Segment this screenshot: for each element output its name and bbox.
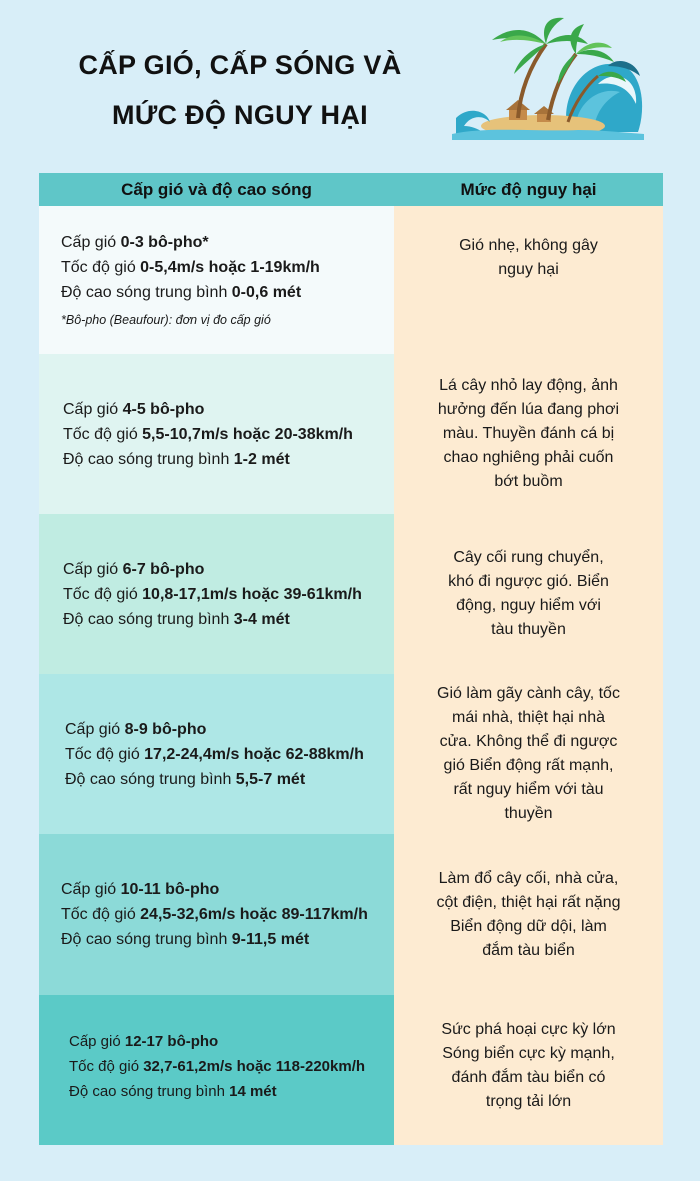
- storm-palm-wave-icon: [448, 14, 648, 142]
- danger-cell: Sức phá hoại cực kỳ lớn Sóng biển cực kỳ mạnh, đánh đắm tàu biển có trọng tải lớn: [394, 995, 663, 1145]
- header-danger-level: Mức độ nguy hại: [460, 179, 597, 199]
- wave-height-line: Độ cao sóng trung bình 5,5-7 mét: [65, 770, 306, 788]
- table-row: [39, 206, 663, 354]
- beaufort-note: *Bô-pho (Beaufour): đơn vị đo cấp gió: [61, 313, 271, 327]
- wave-height-line: Độ cao sóng trung bình 1-2 mét: [63, 450, 290, 468]
- wind-wave-cell: [39, 514, 394, 674]
- wind-wave-cell: [39, 674, 394, 834]
- wind-wave-cell: [39, 354, 394, 514]
- wind-speed-line: Tốc độ gió 32,7-61,2m/s hoặc 118-220km/h: [69, 1057, 366, 1075]
- wind-wave-table: [39, 173, 663, 1145]
- wind-wave-cell: [39, 995, 394, 1145]
- table-row: [39, 995, 663, 1145]
- title-line-2: MỨC ĐỘ NGUY HẠI: [112, 100, 368, 130]
- wind-speed-line: Tốc độ gió 10,8-17,1m/s hoặc 39-61km/h: [63, 585, 362, 603]
- danger-cell: Gió làm gãy cành cây, tốc mái nhà, thiệt hại nhà cửa. Không thể đi ngược gió Biển động rất mạnh, rất nguy hiểm với tàu thuyền: [394, 674, 663, 834]
- wind-speed-line: Tốc độ gió 17,2-24,4m/s hoặc 62-88km/h: [65, 745, 364, 763]
- wind-level-line: Cấp gió 6-7 bô-pho: [63, 560, 205, 578]
- wind-wave-cell: [39, 834, 394, 995]
- wave-height-line: Độ cao sóng trung bình 0-0,6 mét: [61, 284, 302, 301]
- danger-cell: Gió nhẹ, không gây nguy hại: [394, 206, 663, 354]
- wind-speed-line: Tốc độ gió 5,5-10,7m/s hoặc 20-38km/h: [63, 425, 353, 443]
- wind-speed-line: Tốc độ gió 24,5-32,6m/s hoặc 89-117km/h: [61, 906, 368, 923]
- title-line-1: CẤP GIÓ, CẤP SÓNG VÀ: [78, 50, 402, 80]
- wind-level-line: Cấp gió 4-5 bô-pho: [63, 400, 205, 418]
- wind-level-line: Cấp gió 10-11 bô-pho: [61, 881, 220, 898]
- wind-wave-cell: [39, 206, 394, 354]
- table-row: [39, 354, 663, 514]
- table-row: [39, 834, 663, 995]
- table-row: [39, 514, 663, 674]
- danger-cell: Làm đổ cây cối, nhà cửa, cột điện, thiệt hại rất nặng Biển động dữ dội, làm đắm tàu biển: [394, 834, 663, 995]
- table-header: [39, 173, 663, 206]
- wave-height-line: Độ cao sóng trung bình 9-11,5 mét: [61, 931, 310, 948]
- page-title: [40, 40, 440, 140]
- wind-speed-line: Tốc độ gió 0-5,4m/s hoặc 1-19km/h: [61, 259, 320, 276]
- wind-level-line: Cấp gió 12-17 bô-pho: [69, 1032, 219, 1050]
- danger-cell: Cây cối rung chuyển, khó đi ngược gió. Biển động, nguy hiểm với tàu thuyền: [394, 514, 663, 674]
- wave-height-line: Độ cao sóng trung bình 14 mét: [69, 1082, 277, 1100]
- table-row: [39, 674, 663, 834]
- wind-level-line: Cấp gió 8-9 bô-pho: [65, 720, 207, 738]
- header-wind-wave: Cấp gió và độ cao sóng: [121, 179, 312, 199]
- wind-level-line: Cấp gió 0-3 bô-pho*: [61, 234, 209, 251]
- danger-cell: Lá cây nhỏ lay động, ảnh hưởng đến lúa đang phơi màu. Thuyền đánh cá bị chao nghiêng phải cuốn bớt buồm: [394, 354, 663, 514]
- wave-height-line: Độ cao sóng trung bình 3-4 mét: [63, 610, 290, 628]
